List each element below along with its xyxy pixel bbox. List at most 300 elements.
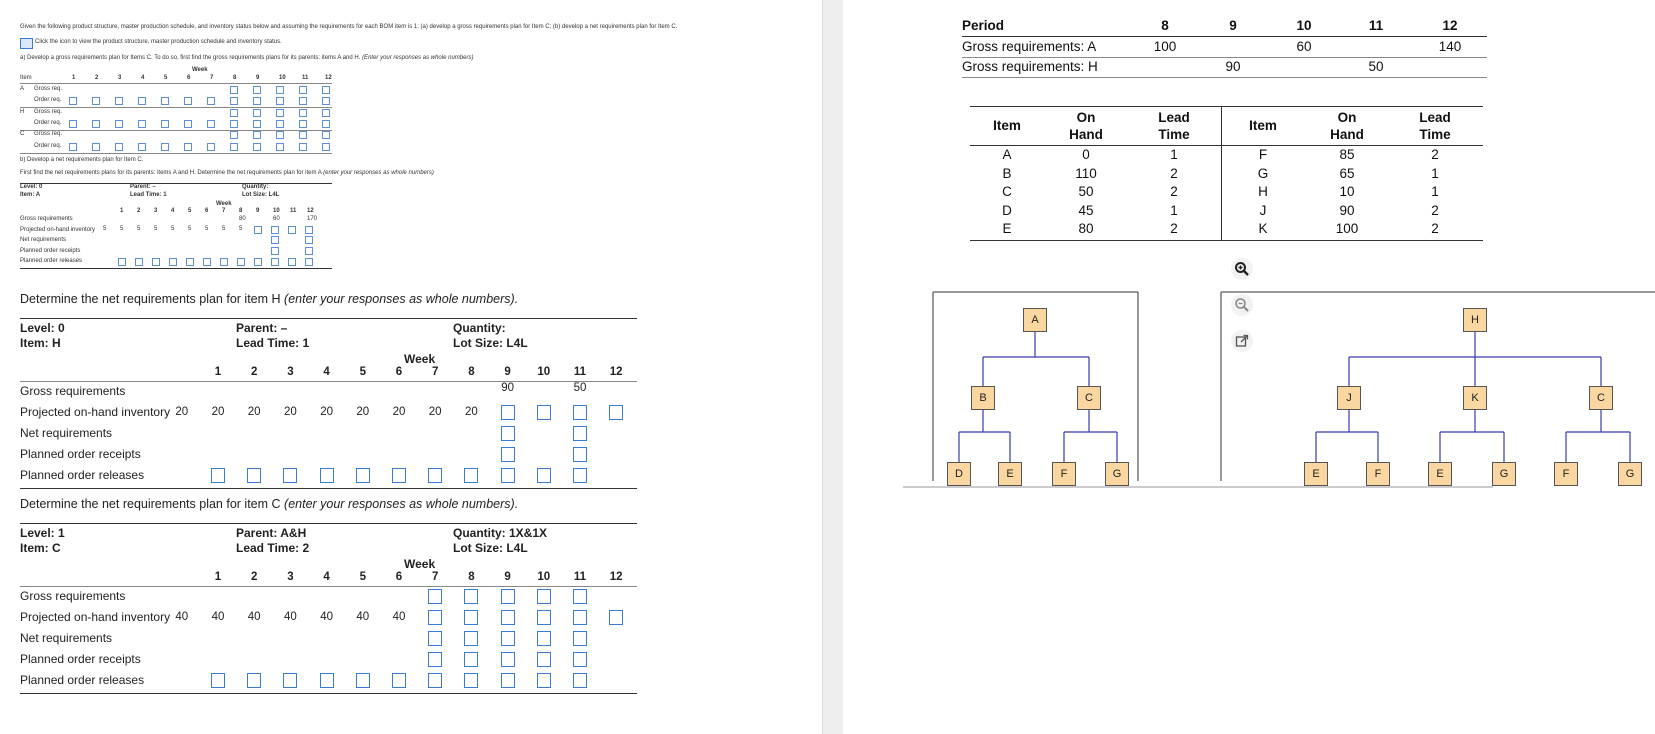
mini-answer-box[interactable] [138, 143, 146, 151]
mini-net-week-number: 10 [273, 208, 280, 214]
mini-net-week-number: 9 [256, 208, 260, 214]
plan-week-number: 9 [504, 571, 511, 583]
inv-header-cell: Item [993, 118, 1021, 133]
answer-input-box[interactable] [537, 405, 551, 420]
mini-answer-box[interactable] [253, 143, 261, 151]
plan-top-rule [20, 523, 637, 524]
part-b-sub-text: First find the net requirements plans for its parents: items A and H. Determine the net requirements plan for item A (enter your responses as whole numbers) [20, 170, 434, 176]
plan-week-number: 2 [250, 366, 258, 378]
mini-net-answer-box[interactable] [305, 247, 313, 255]
mini-week-number: 3 [118, 75, 122, 81]
mini-net-answer-box[interactable] [169, 258, 177, 266]
answer-input-box[interactable] [501, 589, 515, 604]
intro-text: Given the following product structure, master production schedule, and inventory status below and assuming the requirements for each BOM item is 1: (a) develop a gross requirements plan for Item C; (b) develop a net requirements plan for Item C. [20, 24, 678, 30]
mini-net-week-number: 8 [239, 208, 243, 214]
inv-cell: 1 [1431, 165, 1439, 181]
mini-net-row-label: Net requirements [20, 237, 67, 243]
answer-input-box[interactable] [428, 673, 442, 688]
mini-answer-box[interactable] [92, 97, 100, 105]
answer-input-box[interactable] [537, 589, 551, 604]
answer-input-box[interactable] [573, 405, 587, 420]
mini-net-answer-box[interactable] [186, 258, 194, 266]
answer-input-box[interactable] [464, 673, 478, 688]
plan-week-number: 5 [359, 366, 366, 378]
tree-node[interactable]: J [1337, 386, 1361, 410]
part-a-text: a) Develop a gross requirements plan for Items C. To do so, first find the gross requirements plans for its parents: items A and H. (Enter your responses as whole numbers) [20, 55, 474, 61]
mini-net-answer-box[interactable] [288, 226, 296, 234]
plan-week-label: Week [404, 352, 436, 366]
mps-row-label: Gross requirements: H [962, 58, 1098, 74]
inv-cell: 1 [1170, 202, 1178, 218]
tree-node[interactable]: H [1463, 308, 1487, 332]
mps-value: 90 [1225, 58, 1241, 74]
tree-node[interactable]: C [1077, 386, 1101, 410]
plan-week-number: 2 [250, 571, 258, 583]
answer-input-box[interactable] [464, 652, 478, 667]
tree-lines [843, 0, 1655, 734]
inv-cell: B [1002, 165, 1012, 181]
answer-input-box[interactable] [501, 405, 515, 420]
plan-inventory-value: 40 [283, 611, 297, 623]
plan-week-number: 1 [214, 571, 222, 583]
mini-answer-box[interactable] [253, 131, 261, 139]
mini-net-inventory-value: 5 [154, 226, 158, 232]
answer-input-box[interactable] [464, 589, 478, 604]
mini-answer-box[interactable] [184, 120, 192, 128]
mini-answer-box[interactable] [207, 143, 215, 151]
answer-input-box[interactable] [320, 468, 334, 483]
answer-input-box[interactable] [609, 610, 623, 625]
mini-net-answer-box[interactable] [254, 258, 262, 266]
mps-value: 140 [1438, 39, 1462, 54]
inv-cell: 45 [1078, 202, 1094, 218]
answer-input-box[interactable] [537, 631, 551, 646]
mini-answer-box[interactable] [322, 97, 330, 105]
plan-lot-size: Lot Size: L4L [453, 541, 528, 555]
answer-input-box[interactable] [573, 468, 587, 483]
mini-net-week-number: 1 [120, 208, 124, 214]
mini-net-bottom-rule [20, 268, 332, 269]
mini-net-answer-box[interactable] [220, 258, 228, 266]
answer-input-box[interactable] [356, 673, 370, 688]
mini-item-letter: A [20, 86, 25, 92]
plan-week-number: 1 [214, 366, 222, 378]
mps-period-number: 12 [1442, 18, 1458, 33]
mini-answer-box[interactable] [253, 97, 261, 105]
mini-net-week-number: 4 [171, 208, 175, 214]
plan-week-label: Week [404, 557, 436, 571]
inv-cell: 0 [1082, 147, 1090, 162]
plan-header-rule [20, 381, 637, 382]
mini-answer-box[interactable] [161, 97, 169, 105]
mini-net-answer-box[interactable] [271, 226, 279, 234]
mini-answer-box[interactable] [322, 131, 330, 139]
plan-inventory-value: 40 [211, 611, 225, 623]
mini-week-number: 1 [72, 75, 76, 81]
plan-initial-inventory: 40 [175, 611, 189, 623]
mini-answer-box[interactable] [299, 143, 307, 151]
inv-cell: 110 [1075, 165, 1097, 181]
plan-row-label: Net requirements [20, 631, 113, 645]
mini-header-rule [20, 83, 332, 84]
mini-net-lead: Lead Time: 1 [130, 192, 167, 198]
mini-net-inventory-value: 5 [205, 226, 209, 232]
mini-answer-box[interactable] [230, 143, 238, 151]
mini-answer-box[interactable] [276, 86, 284, 94]
tree-node[interactable]: G [1105, 462, 1129, 486]
mini-answer-box[interactable] [161, 120, 169, 128]
mini-week-label: Week [192, 67, 208, 73]
mini-item-header: Item [20, 75, 32, 81]
inv-header-cell: Lead Time [1419, 110, 1451, 142]
mini-net-inventory-value: 5 [120, 226, 124, 232]
mini-net-answer-box[interactable] [135, 258, 143, 266]
mps-value: 60 [1296, 39, 1312, 54]
mini-answer-box[interactable] [230, 109, 238, 117]
plan-inventory-value: 20 [283, 406, 297, 418]
inv-cell: D [1002, 202, 1012, 218]
plan-row-label: Gross requirements [20, 589, 126, 603]
mini-net-answer-box[interactable] [305, 258, 313, 266]
mini-answer-box[interactable] [69, 97, 77, 105]
plan-inventory-value: 20 [356, 406, 370, 418]
plan-inventory-value: 20 [247, 406, 261, 418]
answer-input-box[interactable] [501, 673, 515, 688]
answer-input-box[interactable] [464, 468, 478, 483]
mini-answer-box[interactable] [92, 120, 100, 128]
plan-week-number: 11 [573, 366, 587, 378]
answer-input-box[interactable] [428, 652, 442, 667]
plan-week-number: 4 [323, 571, 330, 583]
mini-answer-box[interactable] [115, 97, 123, 105]
plan-week-number: 8 [468, 571, 475, 583]
answer-input-box[interactable] [428, 631, 442, 646]
inv-cell: 2 [1431, 202, 1439, 218]
mini-answer-box[interactable] [161, 143, 169, 151]
mini-net-answer-box[interactable] [254, 226, 262, 234]
mini-answer-box[interactable] [138, 120, 146, 128]
mini-answer-box[interactable] [322, 109, 330, 117]
plan-item: Item: C [20, 541, 61, 555]
plan-inventory-value: 40 [392, 611, 406, 623]
plan-week-number: 12 [609, 571, 623, 583]
plan-week-number: 7 [431, 366, 439, 378]
mini-answer-box[interactable] [138, 97, 146, 105]
answer-input-box[interactable] [501, 468, 515, 483]
mini-net-week-number: 2 [137, 208, 141, 214]
plan-week-number: 10 [537, 571, 551, 583]
plan-row-label: Planned order releases [20, 673, 145, 687]
plan-row-label: Net requirements [20, 426, 113, 440]
mini-answer-box[interactable] [276, 131, 284, 139]
mps-row-label: Gross requirements: A [962, 39, 1097, 54]
mini-net-row-label: Gross requirements [20, 216, 73, 222]
answer-input-box[interactable] [537, 610, 551, 625]
plan-inventory-value: 20 [464, 406, 478, 418]
plan-lead-time: Lead Time: 2 [236, 541, 310, 555]
mini-answer-box[interactable] [322, 120, 330, 128]
mini-row-label: Order req. [34, 119, 62, 126]
mini-net-inventory-value: 5 [188, 226, 192, 232]
mini-net-row-label: Planned order receipts [20, 247, 81, 254]
mps-period-number: 11 [1368, 18, 1384, 33]
answer-input-box[interactable] [573, 673, 587, 688]
mini-net-answer-box[interactable] [271, 247, 279, 255]
question-panel [0, 0, 822, 734]
mini-answer-box[interactable] [230, 120, 238, 128]
mini-answer-box[interactable] [322, 143, 330, 151]
mini-week-number: 7 [210, 75, 214, 81]
mini-net-week-label: Week [216, 201, 232, 207]
mini-net-answer-box[interactable] [288, 258, 296, 266]
answer-input-box[interactable] [537, 468, 551, 483]
plan-inventory-value: 20 [428, 406, 442, 418]
mini-net-gross-value: 170 [307, 216, 318, 222]
inv-cell: 80 [1078, 221, 1094, 237]
mini-week-number: 8 [233, 75, 237, 81]
tree-node[interactable]: E [1428, 462, 1452, 486]
plan-week-number: 4 [323, 366, 330, 378]
inv-cell: 2 [1170, 184, 1178, 200]
plan-week-number: 7 [431, 571, 439, 583]
mini-net-answer-box[interactable] [305, 236, 313, 244]
mps-period-label: Period [962, 18, 1005, 33]
mini-week-number: 6 [187, 75, 191, 81]
inv-cell: G [1257, 165, 1269, 181]
plan-inventory-value: 20 [211, 406, 225, 418]
mini-answer-box[interactable] [230, 97, 238, 105]
plan-quantity: Quantity: [453, 321, 506, 335]
mini-net-level: Level: 0 [20, 184, 43, 190]
plan-row-label: Planned order receipts [20, 652, 141, 666]
plan-parent: Parent: A&H [236, 526, 307, 540]
answer-input-box[interactable] [537, 652, 551, 667]
mini-answer-box[interactable] [299, 86, 307, 94]
answer-input-box[interactable] [211, 468, 225, 483]
inv-cell: J [1259, 202, 1267, 218]
tree-node[interactable]: A [1023, 308, 1047, 332]
plan-week-number: 8 [468, 366, 475, 378]
inv-header-cell: Lead Time [1158, 110, 1190, 142]
mini-answer-box[interactable] [299, 109, 307, 117]
answer-input-box[interactable] [392, 468, 406, 483]
plan-week-number: 10 [537, 366, 551, 378]
mini-net-answer-box[interactable] [305, 226, 313, 234]
mini-net-gross-value: 60 [273, 216, 280, 222]
answer-input-box[interactable] [573, 447, 587, 462]
answer-input-box[interactable] [501, 426, 515, 441]
mini-net-quantity: Quantity: [242, 184, 269, 190]
mini-week-number: 10 [279, 75, 286, 81]
plan-initial-inventory: 20 [175, 406, 189, 418]
answer-input-box[interactable] [501, 447, 515, 462]
mini-answer-box[interactable] [69, 120, 77, 128]
answer-input-box[interactable] [320, 673, 334, 688]
mini-week-number: 5 [164, 75, 168, 81]
mini-answer-box[interactable] [276, 143, 284, 151]
tree-node[interactable]: F [1366, 462, 1390, 486]
mini-answer-box[interactable] [299, 97, 307, 105]
mini-net-week-number: 11 [290, 208, 297, 214]
answer-input-box[interactable] [428, 610, 442, 625]
mini-net-answer-box[interactable] [237, 258, 245, 266]
inv-cell: 2 [1431, 147, 1439, 162]
mini-answer-box[interactable] [299, 131, 307, 139]
answer-input-box[interactable] [283, 673, 297, 688]
mini-row-label: Gross req. [34, 131, 63, 138]
mini-net-answer-box[interactable] [118, 258, 126, 266]
inv-cell: F [1258, 147, 1268, 162]
mini-row-label: Gross req. [34, 108, 63, 115]
mini-answer-box[interactable] [92, 143, 100, 151]
mini-row-rule [20, 153, 332, 154]
mini-answer-box[interactable] [115, 120, 123, 128]
mps-period-number: 10 [1296, 18, 1312, 33]
plan-lot-size: Lot Size: L4L [453, 336, 528, 350]
mini-net-answer-box[interactable] [271, 258, 279, 266]
mini-answer-box[interactable] [69, 143, 77, 151]
plan-row-label: Gross requirements [20, 384, 126, 398]
mini-answer-box[interactable] [115, 143, 123, 151]
mini-answer-box[interactable] [207, 97, 215, 105]
mini-answer-box[interactable] [184, 143, 192, 151]
answer-input-box[interactable] [247, 468, 261, 483]
mini-answer-box[interactable] [230, 131, 238, 139]
answer-input-box[interactable] [392, 673, 406, 688]
answer-input-box[interactable] [573, 589, 587, 604]
tree-node[interactable]: F [1554, 462, 1578, 486]
inv-header-cell: Item [1249, 118, 1277, 133]
answer-input-box[interactable] [573, 631, 587, 646]
answer-input-box[interactable] [501, 652, 515, 667]
mini-row-label: Gross req. [34, 86, 63, 92]
tree-node[interactable]: F [1052, 462, 1076, 486]
inv-cell: 1 [1431, 184, 1439, 200]
plan-week-number: 5 [359, 571, 366, 583]
mini-net-top-rule [20, 183, 332, 184]
inv-cell: 1 [1170, 147, 1178, 162]
inv-cell: H [1258, 184, 1268, 200]
plan-row-label: Planned order receipts [20, 447, 141, 461]
mini-net-answer-box[interactable] [203, 258, 211, 266]
tree-node[interactable]: G [1492, 462, 1516, 486]
mini-net-row-label: Projected on-hand inventory [20, 226, 96, 233]
plan-lead-time: Lead Time: 1 [236, 336, 310, 350]
mini-item-letter: C [20, 131, 25, 138]
mini-net-week-number: 6 [205, 208, 209, 214]
mps-value: 100 [1153, 39, 1177, 54]
icon-note: Click the icon to view the product structure, master production schedule and inventory status. [35, 39, 282, 45]
inv-cell: E [1002, 221, 1012, 237]
mini-answer-box[interactable] [207, 120, 215, 128]
plan-bottom-rule [20, 693, 637, 694]
answer-input-box[interactable] [247, 673, 261, 688]
mini-answer-box[interactable] [276, 97, 284, 105]
mini-answer-box[interactable] [276, 109, 284, 117]
plan-gross-value: 90 [501, 382, 514, 394]
mini-net-inventory-value: 5 [239, 226, 243, 232]
tree-node[interactable]: B [971, 386, 995, 410]
inv-cell: K [1258, 221, 1268, 237]
inv-cell: 2 [1431, 221, 1439, 237]
plan-week-number: 6 [395, 571, 403, 583]
answer-input-box[interactable] [283, 468, 297, 483]
answer-input-box[interactable] [609, 405, 623, 420]
mini-answer-box[interactable] [322, 86, 330, 94]
mini-item-letter: H [20, 108, 25, 115]
mini-net-answer-box[interactable] [152, 258, 160, 266]
tree-node[interactable]: K [1463, 386, 1487, 410]
tree-node[interactable]: E [1304, 462, 1328, 486]
mini-week-number: 12 [325, 75, 332, 81]
mini-answer-box[interactable] [253, 120, 261, 128]
inv-cell: 10 [1339, 184, 1355, 200]
answer-input-box[interactable] [356, 468, 370, 483]
inv-cell: 65 [1339, 165, 1355, 181]
plan-bottom-rule [20, 488, 637, 489]
mini-week-number: 11 [302, 75, 309, 81]
answer-input-box[interactable] [573, 426, 587, 441]
inv-cell: 85 [1339, 147, 1355, 162]
product-structure-icon[interactable] [20, 38, 33, 49]
mini-answer-box[interactable] [184, 97, 192, 105]
answer-input-box[interactable] [464, 610, 478, 625]
mps-period-number: 9 [1229, 18, 1237, 33]
answer-input-box[interactable] [573, 610, 587, 625]
plan-item: Item: H [20, 336, 61, 350]
mps-value: 50 [1368, 58, 1384, 74]
answer-input-box[interactable] [428, 589, 442, 604]
mini-net-week-number: 5 [188, 208, 192, 214]
mini-answer-box[interactable] [276, 120, 284, 128]
mini-answer-box[interactable] [299, 120, 307, 128]
mini-net-answer-box[interactable] [271, 236, 279, 244]
mini-answer-box[interactable] [253, 109, 261, 117]
plan-row-label: Projected on-hand inventory [20, 405, 171, 419]
answer-input-box[interactable] [464, 631, 478, 646]
reference-panel [843, 0, 1655, 734]
plan-quantity: Quantity: 1X&1X [453, 526, 548, 540]
mps-period-number: 8 [1161, 18, 1169, 33]
plan-inventory-value: 40 [320, 611, 333, 623]
tree-node[interactable]: C [1589, 386, 1613, 410]
tree-node[interactable]: D [947, 462, 971, 486]
plan-week-number: 6 [395, 366, 403, 378]
answer-input-box[interactable] [211, 673, 225, 688]
answer-input-box[interactable] [537, 673, 551, 688]
mini-net-week-number: 3 [154, 208, 158, 214]
mini-net-gross-value: 80 [239, 216, 246, 222]
mini-answer-box[interactable] [253, 86, 261, 94]
tree-node[interactable]: E [998, 462, 1022, 486]
mini-row-rule [20, 107, 332, 108]
inv-cell: 2 [1170, 221, 1178, 237]
inv-cell: 50 [1078, 184, 1094, 200]
part-b-text: b) Develop a net requirements plan for Item C. [20, 157, 144, 163]
answer-input-box[interactable] [501, 631, 515, 646]
plan-row-label: Projected on-hand inventory [20, 610, 171, 624]
plan-parent: Parent: – [236, 321, 288, 335]
answer-input-box[interactable] [573, 652, 587, 667]
answer-input-box[interactable] [428, 468, 442, 483]
inv-cell: C [1002, 184, 1012, 200]
mini-answer-box[interactable] [230, 86, 238, 94]
panel-divider[interactable] [822, 0, 844, 734]
answer-input-box[interactable] [501, 610, 515, 625]
tree-node[interactable]: G [1618, 462, 1642, 486]
inv-cell: 90 [1339, 202, 1355, 218]
mini-net-inventory-value: 5 [171, 226, 175, 232]
